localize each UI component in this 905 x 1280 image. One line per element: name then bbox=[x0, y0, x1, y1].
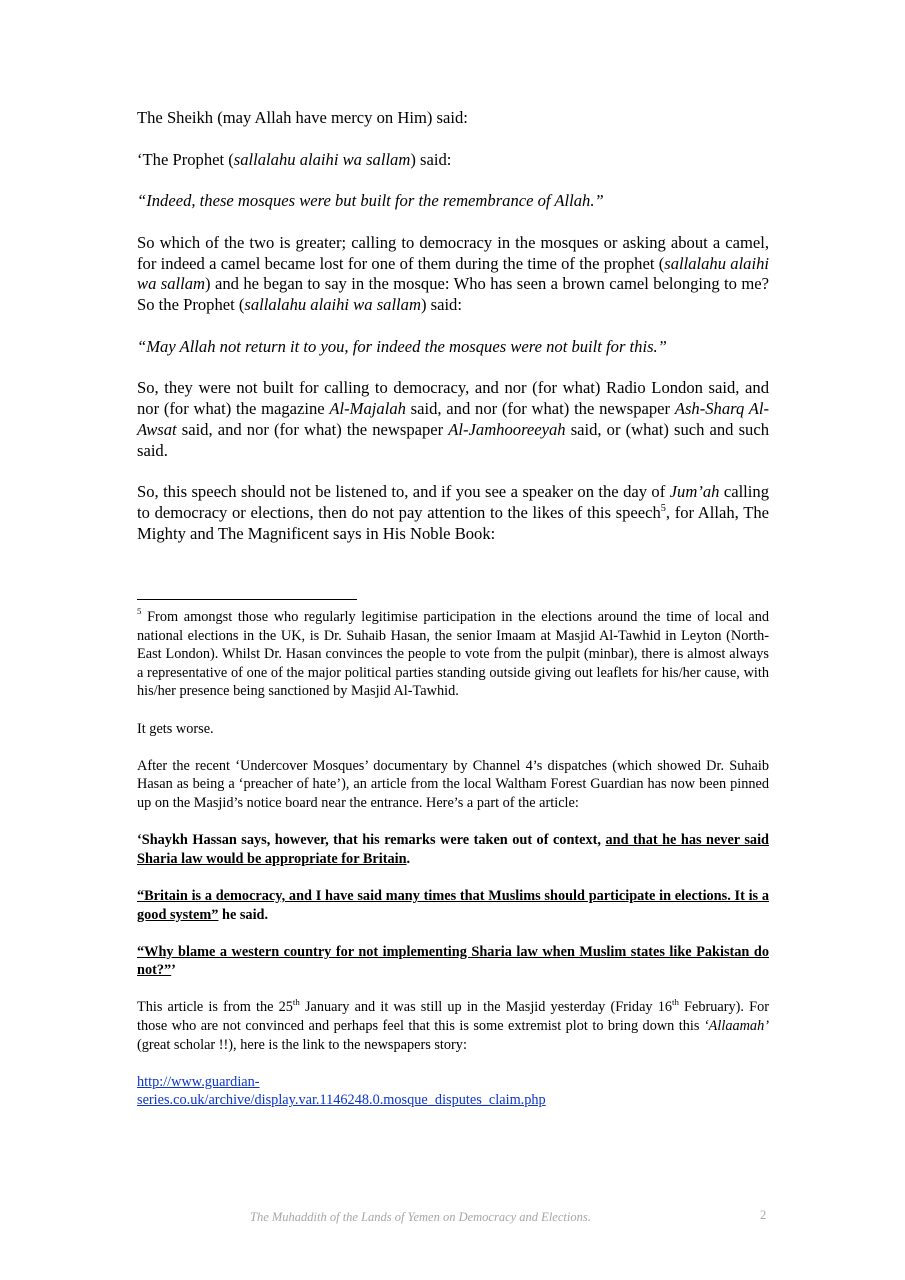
page-number: 2 bbox=[760, 1208, 767, 1222]
footnote-paragraph-4 bbox=[137, 998, 769, 1054]
paragraph-camel bbox=[137, 233, 769, 316]
text-run: said, or (what) such and such said. bbox=[137, 419, 769, 460]
hadith-quote-1 bbox=[137, 191, 769, 212]
text-run: So, this speech should not be listened to, and if you see a speaker on the day of bbox=[137, 482, 670, 502]
article-link-paragraph bbox=[137, 1073, 769, 1110]
text-run: ’ bbox=[171, 962, 176, 979]
magazine-name: Al-Majalah bbox=[329, 399, 406, 419]
underlined-quote: “Britain is a democracy, and I have said many times that Muslims should participate in elections. It is a good system” bbox=[137, 887, 769, 923]
footnote-number: 5 bbox=[137, 606, 142, 617]
hadith-quote-2 bbox=[137, 337, 769, 358]
honorific-italic: sallalahu alaihi wa sallam bbox=[137, 253, 769, 294]
text-run: said, and nor (for what) the newspaper bbox=[405, 399, 675, 419]
footnote-separator bbox=[137, 599, 357, 600]
footer-title: The Muhaddith of the Lands of Yemen on Democracy and Elections. bbox=[250, 1210, 591, 1224]
text-run: (great scholar !!), here is the link to the newspapers story: bbox=[137, 1036, 467, 1053]
article-quote-1 bbox=[137, 831, 769, 868]
text-run: From amongst those who regularly legitimise participation in the elections around the time of local and national elections in the UK, is Dr. Suhaib Hasan, the senior Imaam at Masjid Al-Tawhid in Leyton (North-East London). Whilst Dr. Hasan convinces the people to vote from the pulpit (minbar), there is almost always a representative of one of the major political parties standing outside giving out leaflets for his/her cause, with his/her presence being sanctioned by Masjid Al-Tawhid. bbox=[137, 609, 769, 700]
underlined-quote: and that he has never said Sharia law would be appropriate for Britain bbox=[137, 832, 769, 867]
main-text bbox=[137, 108, 769, 566]
footnote-reference[interactable]: 5 bbox=[660, 502, 666, 514]
paragraph-sheikh-said: The Sheikh (may Allah have mercy on Him) said: bbox=[137, 108, 468, 127]
text-run: calling to democracy or elections, then do not pay attention to the likes of this speech bbox=[137, 482, 769, 523]
text-run: This article is from the 25 bbox=[137, 999, 293, 1016]
paragraph-prophet-said bbox=[137, 150, 769, 171]
footnote-paragraph-1 bbox=[137, 608, 769, 701]
honorific-italic: sallalahu alaihi wa sallam bbox=[233, 149, 411, 169]
article-quote-3 bbox=[137, 943, 769, 980]
ordinal-suffix: th bbox=[672, 996, 679, 1007]
newspaper-name: Ash-Sharq Al-Awsat bbox=[137, 399, 769, 439]
text-run: , for Allah, The Mighty and The Magnificent says in His Noble Book: bbox=[137, 503, 769, 543]
article-link-line-1: http://www.guardian- bbox=[137, 1073, 260, 1090]
page-footer bbox=[0, 1208, 905, 1228]
text-run: said, and nor (for what) the newspaper bbox=[176, 419, 449, 439]
text-run: ‘The Prophet ( bbox=[137, 149, 234, 169]
text-run: So, they were not built for calling to democracy, and nor (for what) Radio London said, and nor (for what) the magazine bbox=[137, 378, 769, 419]
text-run: ‘Shaykh Hassan says, however, that his remarks were taken out of context, bbox=[137, 832, 606, 849]
text-run: . bbox=[406, 850, 411, 867]
article-link[interactable] bbox=[137, 1074, 546, 1109]
text-run: ) said: bbox=[410, 149, 452, 169]
underlined-quote: “Why blame a western country for not implementing Sharia law when Muslim states like Pakistan do not?” bbox=[137, 943, 769, 979]
article-quote-2 bbox=[137, 887, 769, 924]
footnote-paragraph-2: It gets worse. bbox=[137, 720, 214, 737]
hadith-quote-text: “Indeed, these mosques were but built for the remembrance of Allah.” bbox=[137, 191, 604, 211]
text-run: ) said: bbox=[420, 295, 462, 315]
footnote-paragraph-3: After the recent ‘Undercover Mosques’ documentary by Channel 4’s dispatches (which showed Dr. Suhaib Hasan as being a ‘preacher of hate’), an article from the local Waltham Forest Guardian has now been pinned up on the Masjid’s notice board near the entrance. Here’s a part of the article: bbox=[137, 757, 769, 811]
paragraph-speech bbox=[137, 482, 769, 544]
text-run: So which of the two is greater; calling to democracy in the mosques or asking about a camel, for indeed a camel became lost for one of them during the time of the prophet ( bbox=[137, 232, 769, 273]
term-italic: ‘Allaamah’ bbox=[703, 1018, 769, 1035]
hadith-quote-text: “May Allah not return it to you, for indeed the mosques were not built for this.” bbox=[137, 336, 667, 356]
text-run: January and it was still up in the Masjid yesterday (Friday 16 bbox=[299, 999, 672, 1016]
ordinal-suffix: th bbox=[292, 996, 300, 1007]
term-italic: Jum’ah bbox=[669, 482, 720, 502]
newspaper-name: Al-Jamhooreeyah bbox=[448, 419, 566, 439]
footnote bbox=[137, 608, 769, 1129]
text-run: ) and he began to say in the mosque: Who has seen a brown camel belonging to me? So the Prophet ( bbox=[137, 274, 769, 315]
text-run: February). For those who are not convinced and perhaps feel that this is some extremist plot to bring down this bbox=[137, 999, 769, 1035]
text-run: he said. bbox=[218, 906, 269, 923]
article-link-line-2: series.co.uk/archive/display.var.1146248.0.mosque_disputes_claim.php bbox=[137, 1092, 546, 1109]
honorific-italic: sallalahu alaihi wa sallam bbox=[244, 295, 421, 315]
paragraph-newspapers bbox=[137, 378, 769, 461]
